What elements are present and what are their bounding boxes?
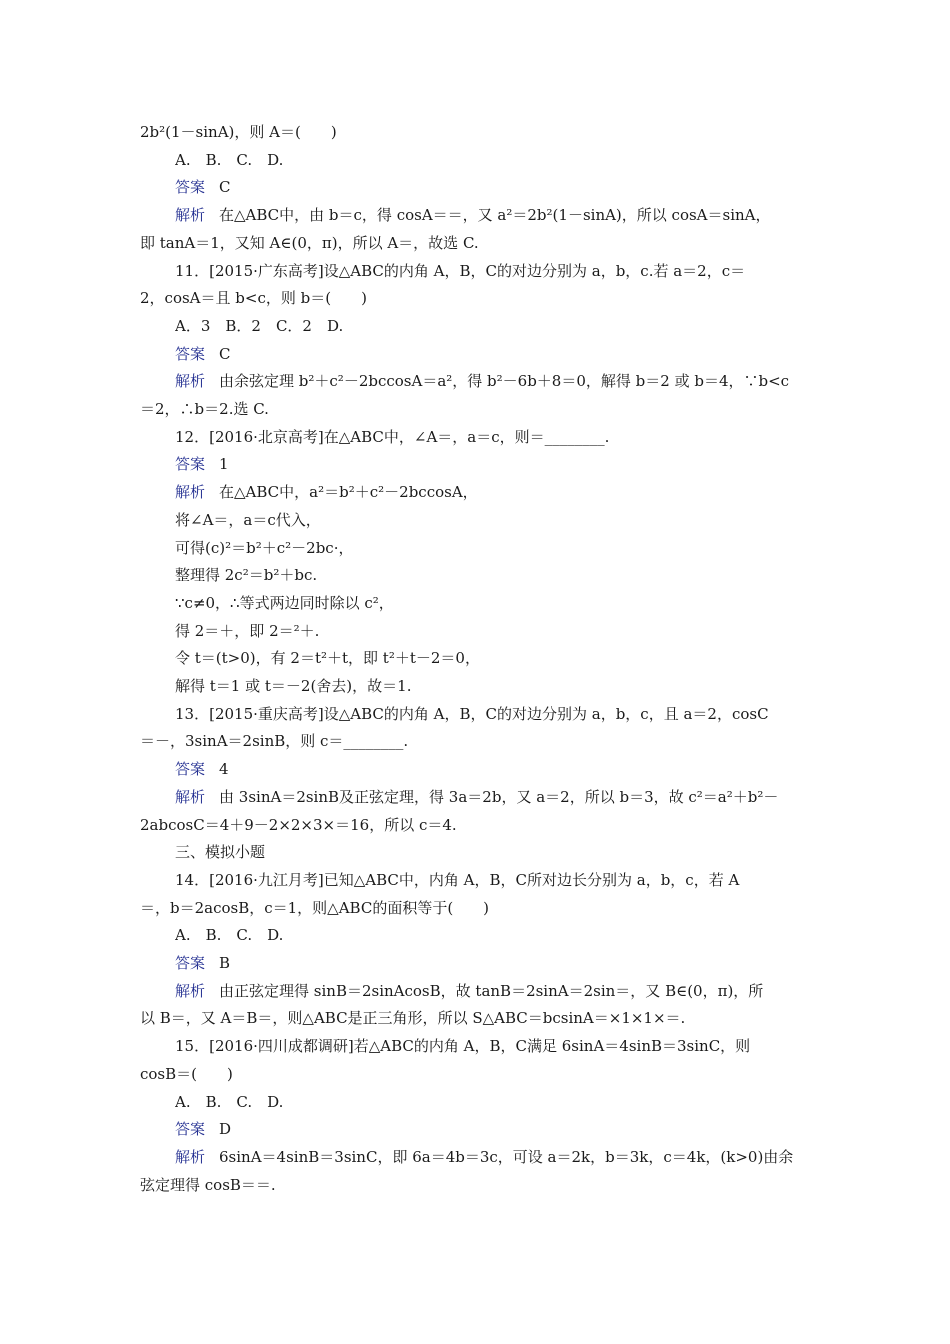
line-text: B — [219, 954, 231, 972]
answer-label: 答案 — [175, 760, 206, 779]
line-text: 在△ABC中，由 b＝c，得 cosA＝＝，又 a²＝2b²(1－sinA)，所以 cosA＝sinA， — [219, 206, 771, 225]
analysis-line — [175, 478, 820, 506]
text-line — [175, 644, 820, 672]
line-text: 得 2＝＋，即 2＝²＋. — [175, 621, 320, 640]
line-text: 2b²(1－sinA)，则 A＝( ) — [140, 123, 337, 141]
line-text: 15．[2016·四川成都调研]若△ABC的内角 A，B，C满足 6sinA＝4sinB＝3sinC，则 — [175, 1037, 751, 1056]
answer-label: 答案 — [175, 1120, 206, 1139]
text-line — [175, 589, 820, 617]
text-line — [175, 423, 820, 451]
line-text: 14．[2016·九江月考]已知△ABC中，内角 A，B，C所对边长分别为 a，b，c，若 A — [175, 870, 740, 889]
line-text: 2，cosA＝且 b<c，则 b＝( ) — [140, 289, 367, 308]
text-line — [140, 1171, 820, 1199]
answer-line — [175, 450, 820, 478]
text-line — [140, 811, 820, 839]
line-text: C — [219, 178, 231, 197]
line-text: 在△ABC中，a²＝b²＋c²－2bccosA， — [219, 483, 478, 502]
text-line — [140, 395, 820, 423]
line-text: 13．[2015·重庆高考]设△ABC的内角 A，B，C的对边分别为 a，b，c，且 a＝2，cosC — [175, 704, 769, 723]
text-line — [140, 1060, 820, 1088]
analysis-label: 解析 — [175, 206, 206, 225]
line-text: C — [219, 344, 231, 363]
text-line — [140, 284, 820, 312]
analysis-label: 解析 — [175, 787, 206, 806]
analysis-line — [175, 1143, 820, 1171]
text-line — [175, 1032, 820, 1060]
analysis-line — [175, 977, 820, 1005]
analysis-label: 解析 — [175, 483, 206, 502]
analysis-label: 解析 — [175, 1147, 206, 1166]
answer-line — [175, 949, 820, 977]
line-text: 三、模拟小题 — [175, 843, 266, 862]
line-text: 2abcosC＝4＋9－2×2×3×＝16，所以 c＝4. — [140, 815, 457, 834]
text-line — [175, 866, 820, 894]
line-text: 弦定理得 cosB＝＝. — [140, 1175, 276, 1194]
answer-label: 答案 — [175, 178, 206, 197]
line-text: 以 B＝，又 A＝B＝，则△ABC是正三角形，所以 S△ABC＝bcsinA＝×1×1×＝. — [140, 1009, 686, 1028]
text-line — [175, 838, 820, 866]
text-line — [175, 146, 820, 174]
line-text: A. B. C. D. — [175, 926, 284, 945]
line-text: ＝，b＝2acosB，c＝1，则△ABC的面积等于( ) — [140, 898, 490, 917]
analysis-line — [175, 783, 820, 811]
line-text: 12．[2016·北京高考]在△ABC中，∠A＝，a＝c，则＝________. — [175, 427, 610, 446]
answer-line — [175, 173, 820, 201]
line-text: 将∠A＝，a＝c代入， — [175, 510, 321, 529]
text-line — [140, 727, 820, 755]
line-text: 由余弦定理 b²＋c²－2bccosA＝a²，得 b²－6b＋8＝0，解得 b＝2 或 b＝4，∵b<c — [219, 372, 790, 391]
line-text: ＝－，3sinA＝2sinB，则 c＝________. — [140, 732, 409, 751]
line-text: D — [219, 1120, 232, 1139]
line-text: 可得(c)²＝b²＋c²－2bc·， — [175, 538, 354, 557]
text-line — [175, 312, 820, 340]
line-text: ∵c≠0，∴等式两边同时除以 c²， — [175, 593, 394, 612]
analysis-label: 解析 — [175, 981, 206, 1000]
line-text: A. B. C. D. — [175, 150, 284, 169]
text-line — [140, 118, 820, 146]
line-text: 6sinA＝4sinB＝3sinC，即 6a＝4b＝3c，可设 a＝2k，b＝3k，c＝4k，(k>0)由余 — [219, 1147, 794, 1166]
line-text: 4 — [219, 760, 229, 779]
analysis-label: 解析 — [175, 372, 206, 391]
answer-line — [175, 755, 820, 783]
text-line — [175, 506, 820, 534]
line-text: 由 3sinA＝2sinB及正弦定理，得 3a＝2b，又 a＝2，所以 b＝3，故 c²＝a²＋b²－ — [219, 787, 779, 806]
analysis-line — [175, 201, 820, 229]
line-text: 令 t＝(t>0)，有 2＝t²＋t，即 t²＋t－2＝0， — [175, 649, 480, 668]
analysis-line — [175, 367, 820, 395]
line-text: A．3 B．2 C．2 D. — [175, 316, 344, 335]
text-line — [175, 672, 820, 700]
line-text: 1 — [219, 455, 229, 474]
answer-line — [175, 340, 820, 368]
answer-label: 答案 — [175, 344, 206, 363]
text-line — [175, 534, 820, 562]
text-line — [140, 229, 820, 257]
line-text: ＝2，∴b＝2.选 C. — [140, 400, 269, 418]
line-text: 解得 t＝1 或 t＝－2(舍去)，故＝1. — [175, 677, 412, 695]
line-text: 即 tanA＝1，又知 A∈(0，π)，所以 A＝，故选 C. — [140, 233, 479, 252]
line-text: A. B. C. D. — [175, 1092, 284, 1111]
line-text: 由正弦定理得 sinB＝2sinAcosB，故 tanB＝2sinA＝2sin＝，又 B∈(0，π)，所 — [219, 981, 764, 1000]
answer-label: 答案 — [175, 455, 206, 474]
answer-label: 答案 — [175, 954, 206, 972]
line-text: cosB＝( ) — [140, 1064, 233, 1083]
line-text: 整理得 2c²＝b²＋bc. — [175, 566, 318, 585]
text-line — [175, 921, 820, 949]
text-line — [140, 894, 820, 922]
text-line — [175, 700, 820, 728]
text-line — [175, 617, 820, 645]
answer-line — [175, 1115, 820, 1143]
text-line — [140, 1004, 820, 1032]
text-line — [175, 1088, 820, 1116]
text-line — [175, 257, 820, 285]
line-text: 11．[2015·广东高考]设△ABC的内角 A，B，C的对边分别为 a，b，c.若 a＝2，c＝ — [175, 261, 746, 280]
text-line — [175, 561, 820, 589]
